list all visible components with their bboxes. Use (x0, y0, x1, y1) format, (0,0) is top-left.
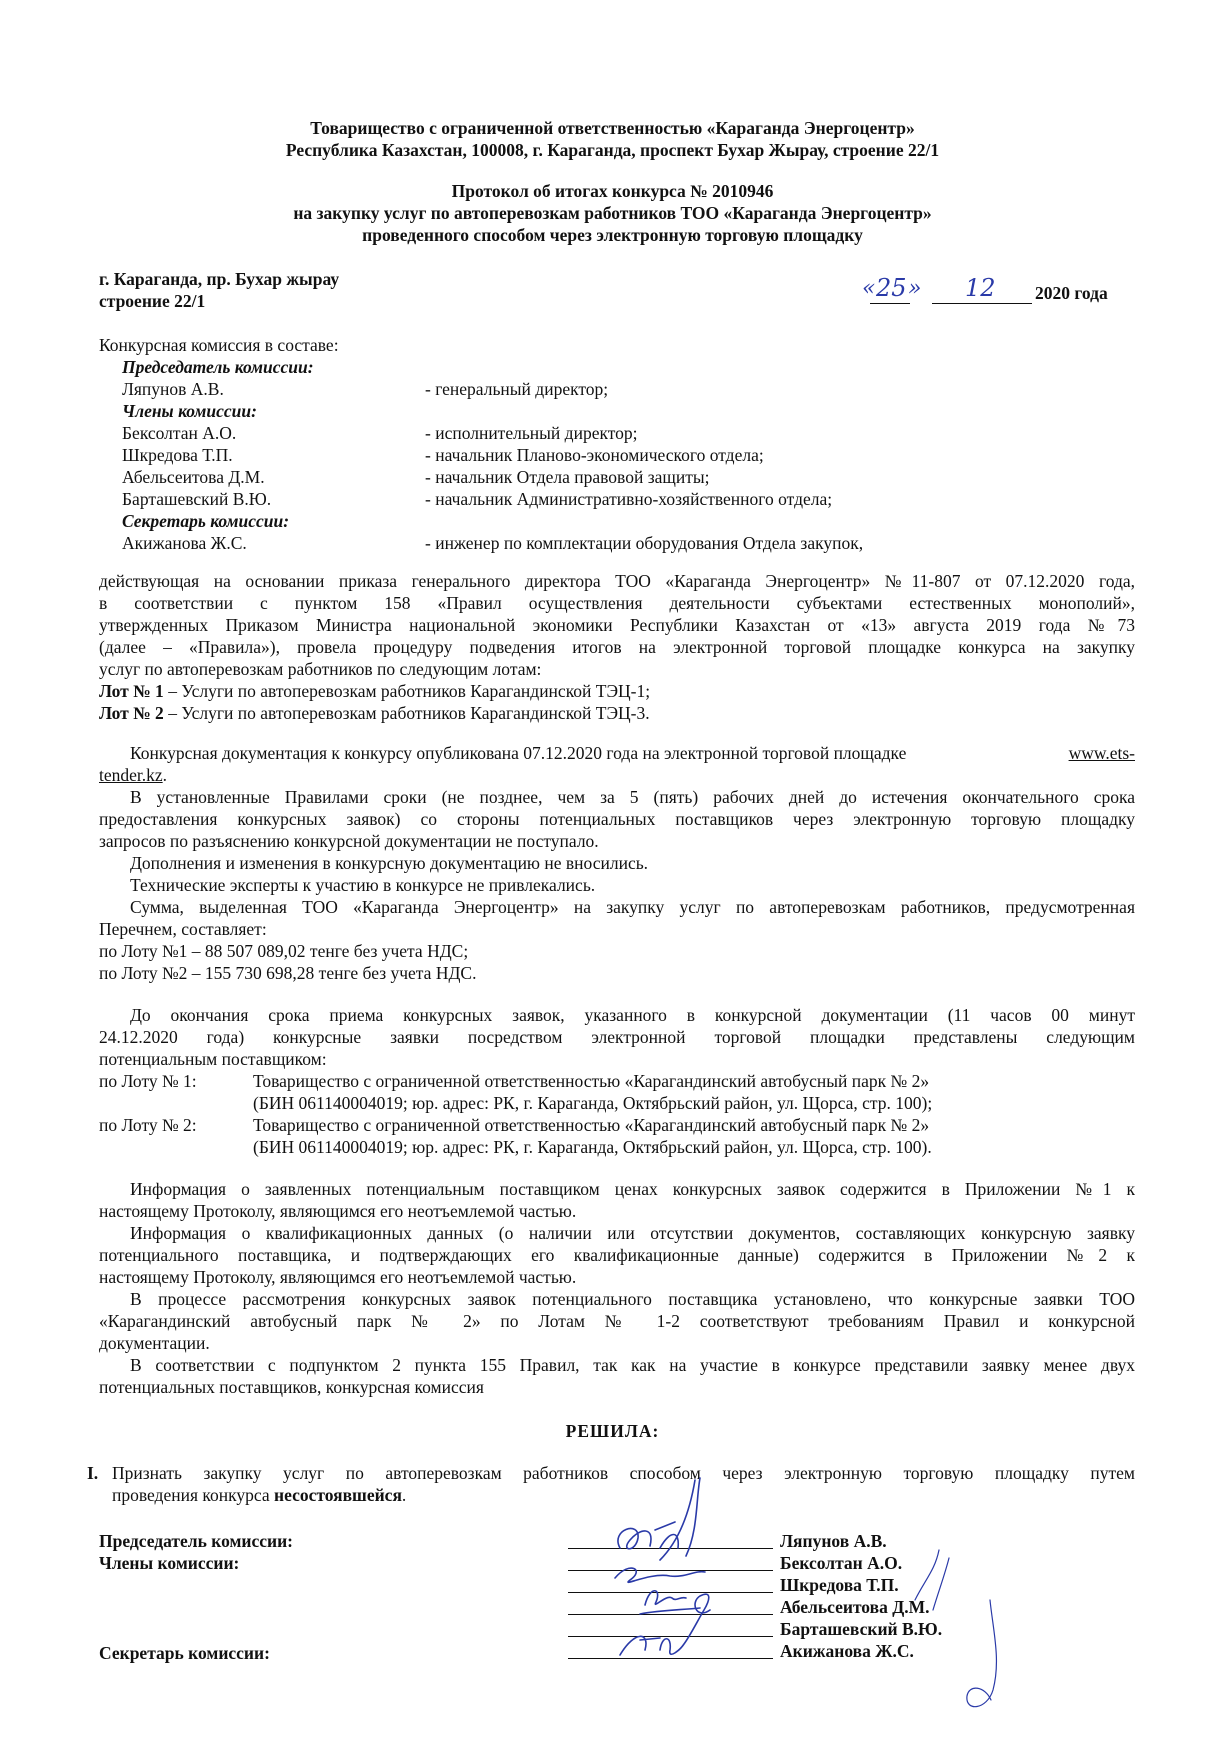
bids-intro-line: 24.12.2020 года) конкурсные заявки посредством электронной торговой площадки представлены следующим (99, 1027, 1135, 1047)
protocol-subject: на закупку услуг по автоперевозкам работников ТОО «Караганда Энергоцентр» (293, 203, 932, 223)
decided-heading: РЕШИЛА: (565, 1421, 660, 1441)
published-link-part-1[interactable]: www.ets- (1068, 743, 1135, 763)
basis-line: в соответствии с пунктом 158 «Правил осуществления деятельности субъектами естественных монополий», (99, 593, 1135, 613)
info1-line: настоящему Протоколу, являющимся его неотъемлемой частью. (99, 1201, 577, 1221)
bid-supplier: Товарищество с ограниченной ответственностью «Карагандинский автобусный парк № 2» (253, 1115, 930, 1135)
commission-member-name: Барташевский В.Ю. (122, 489, 272, 509)
org-address: Республика Казахстан, 100008, г. Караганда, проспект Бухар Жырау, строение 22/1 (285, 140, 940, 160)
lot-2-line (99, 702, 650, 724)
lot-2-label: Лот № 2 (99, 703, 164, 723)
date-day-underline (870, 303, 910, 304)
signatory-name: Акижанова Ж.С. (780, 1641, 914, 1661)
handwritten-marks (905, 1540, 1015, 1730)
pursuant-line: потенциальных поставщиков, конкурсная комиссия (99, 1377, 484, 1397)
org-name: Товарищество с ограниченной ответственностью «Караганда Энергоцентр» (310, 118, 915, 138)
secretary-label: Секретарь комиссии: (122, 511, 290, 531)
commission-member-name: Ляпунов А.В. (122, 379, 224, 399)
signature-beksoltan (615, 1568, 705, 1582)
clarification-line: В установленные Правилами сроки (не позднее, чем за 5 (пять) рабочих дней до истечения окончательного срока (130, 787, 1135, 807)
decision-text: проведения конкурса (112, 1485, 274, 1505)
bid-supplier-details: (БИН 061140004019; юр. адрес: РК, г. Караганда, Октябрьский район, ул. Щорса, стр. 100). (253, 1137, 932, 1157)
mark-member (915, 1550, 949, 1610)
info2-line: настоящему Протоколу, являющимся его неотъемлемой частью. (99, 1267, 577, 1287)
sum-lot-1: по Лоту №1 – 88 507 089,02 тенге без учета НДС; (99, 941, 469, 961)
basis-line: действующая на основании приказа генерального директора ТОО «Караганда Энергоцентр» №11-807 от 07.12.2020 года, (99, 571, 1135, 591)
commission-member-name: Акижанова Ж.С. (122, 533, 247, 553)
no-changes: Дополнения и изменения в конкурсную документацию не вносились. (130, 853, 649, 873)
basis-line: (далее – «Правила»), провела процедуру подведения итогов на электронной торговой площадке конкурса на закупку (99, 637, 1135, 657)
published-text: Конкурсная документация к конкурсу опубликована 07.12.2020 года на электронной торговой площадке (130, 743, 907, 763)
lot-1-text: – Услуги по автоперевозкам работников Карагандинской ТЭЦ-1; (163, 681, 651, 701)
bid-supplier: Товарищество с ограниченной ответственностью «Карагандинский автобусный парк № 2» (253, 1071, 930, 1091)
place-line-1: г. Караганда, пр. Бухар жырау (99, 269, 340, 289)
protocol-title: Протокол об итогах конкурса № 2010946 (451, 181, 774, 201)
chair-label: Председатель комиссии: (122, 357, 314, 377)
decision-line-1: Признать закупку услуг по автоперевозкам работников способом через электронную торговую площадку путем (112, 1463, 1135, 1483)
signatory-name: Шкредова Т.П. (780, 1575, 899, 1595)
review-line: В процессе рассмотрения конкурсных заявок потенциального поставщика установлено, что конкурсные заявки ТОО (130, 1289, 1135, 1309)
signatory-name: Бексолтан А.О. (780, 1553, 903, 1573)
signatory-name: Барташевский В.Ю. (780, 1619, 943, 1639)
commission-member-name: Абельсеитова Д.М. (122, 467, 265, 487)
lot-1-label: Лот № 1 (99, 681, 164, 701)
bids-intro-line: потенциальным поставщиком: (99, 1049, 327, 1069)
sum-line-2: Перечнем, составляет: (99, 919, 267, 939)
commission-member-role: - инженер по комплектации оборудования Отдела закупок, (425, 533, 864, 553)
handwritten-signatures (600, 1460, 760, 1670)
basis-line: услуг по автоперевозкам работников по следующим лотам: (99, 659, 542, 679)
signatory-name: Ляпунов А.В. (780, 1531, 887, 1551)
basis-line: утвержденных Приказом Министра национальной экономики Республики Казахстан от «13» августа 2019 года №73 (99, 615, 1135, 635)
date-day: 25 (876, 274, 907, 302)
info2-line: Информация о квалификационных данных (о наличии или отсутствии документов, составляющих конкурсную заявку (130, 1223, 1135, 1243)
lot-1-line (99, 680, 650, 702)
commission-member-role: - исполнительный директор; (425, 423, 638, 443)
bids-intro-line: До окончания срока приема конкурсных заявок, указанного в конкурсной документации (11 часов 00 минут (130, 1005, 1135, 1025)
commission-member-name: Бексолтан А.О. (122, 423, 237, 443)
members-label: Члены комиссии: (122, 401, 257, 421)
published-line (130, 742, 1135, 764)
sign-secretary-label: Секретарь комиссии: (99, 1643, 270, 1663)
date-year: 2020 года (1035, 283, 1108, 303)
review-line: «Карагандинский автобусный парк № 2» по Лотам № 1-2 соответствуют требованиям Правил и конкурсной (99, 1311, 1135, 1331)
review-line: документации. (99, 1333, 210, 1353)
commission-member-role: - начальник Планово-экономического отдела; (425, 445, 764, 465)
info1-line: Информация о заявленных потенциальным поставщиком ценах конкурсных заявок содержится в Приложении №1 к (130, 1179, 1135, 1199)
date-close-quote: » (908, 276, 922, 301)
bid-supplier-details: (БИН 061140004019; юр. адрес: РК, г. Караганда, Октябрьский район, ул. Щорса, стр. 100); (253, 1093, 933, 1113)
protocol-date (862, 274, 1122, 310)
clarification-line: запросов по разъяснению конкурсной документации не поступало. (99, 831, 599, 851)
signature-lyapunov (618, 1478, 700, 1560)
date-month: 12 (965, 274, 996, 302)
signature-shkredova (640, 1591, 700, 1614)
decision-line-2 (112, 1484, 406, 1506)
commission-member-name: Шкредова Т.П. (122, 445, 233, 465)
date-open-quote: « (862, 276, 876, 301)
published-tail: . (162, 765, 168, 785)
mark-secretary (967, 1600, 997, 1707)
published-line-2 (99, 764, 167, 786)
protocol-method: проведенного способом через электронную торговую площадку (362, 225, 863, 245)
bid-lot-label: по Лоту № 2: (99, 1115, 197, 1135)
sign-members-label: Члены комиссии: (99, 1553, 240, 1573)
date-month-underline (932, 303, 1032, 304)
no-experts: Технические эксперты к участию в конкурсе не привлекались. (130, 875, 596, 895)
info2-line: потенциального поставщика, и подтверждающих его квалификационные данные) содержится в Приложении №2 к (99, 1245, 1135, 1265)
sign-chair-label: Председатель комиссии: (99, 1531, 294, 1551)
lot-2-text: – Услуги по автоперевозкам работников Карагандинской ТЭЦ-3. (163, 703, 650, 723)
sum-line-1: Сумма, выделенная ТОО «Караганда Энергоцентр» на закупку услуг по автоперевозкам работников, предусмотренная (130, 897, 1135, 917)
sum-lot-2: по Лоту №2 – 155 730 698,28 тенге без учета НДС. (99, 963, 477, 983)
decision-number: I. (87, 1463, 99, 1483)
decision-result: несостоявшейся (274, 1485, 402, 1505)
clarification-line: предоставления конкурсных заявок) со стороны потенциальных поставщиков через электронную торговую площадку (99, 809, 1135, 829)
commission-intro: Конкурсная комиссия в составе: (99, 335, 339, 355)
decision-tail: . (401, 1485, 407, 1505)
commission-member-role: - начальник Административно-хозяйственного отдела; (425, 489, 833, 509)
place-line-2: строение 22/1 (99, 291, 206, 311)
pursuant-line: В соответствии с подпунктом 2 пункта 155 Правил, так как на участие в конкурсе представили заявку менее двух (130, 1355, 1135, 1375)
signatory-name: Абельсеитова Д.М. (780, 1597, 930, 1617)
published-link-part-2[interactable]: tender.kz (99, 765, 163, 785)
commission-member-role: - генеральный директор; (425, 379, 609, 399)
commission-member-role: - начальник Отдела правовой защиты; (425, 467, 710, 487)
signature-akizhanova (620, 1594, 710, 1655)
bid-lot-label: по Лоту № 1: (99, 1071, 197, 1091)
